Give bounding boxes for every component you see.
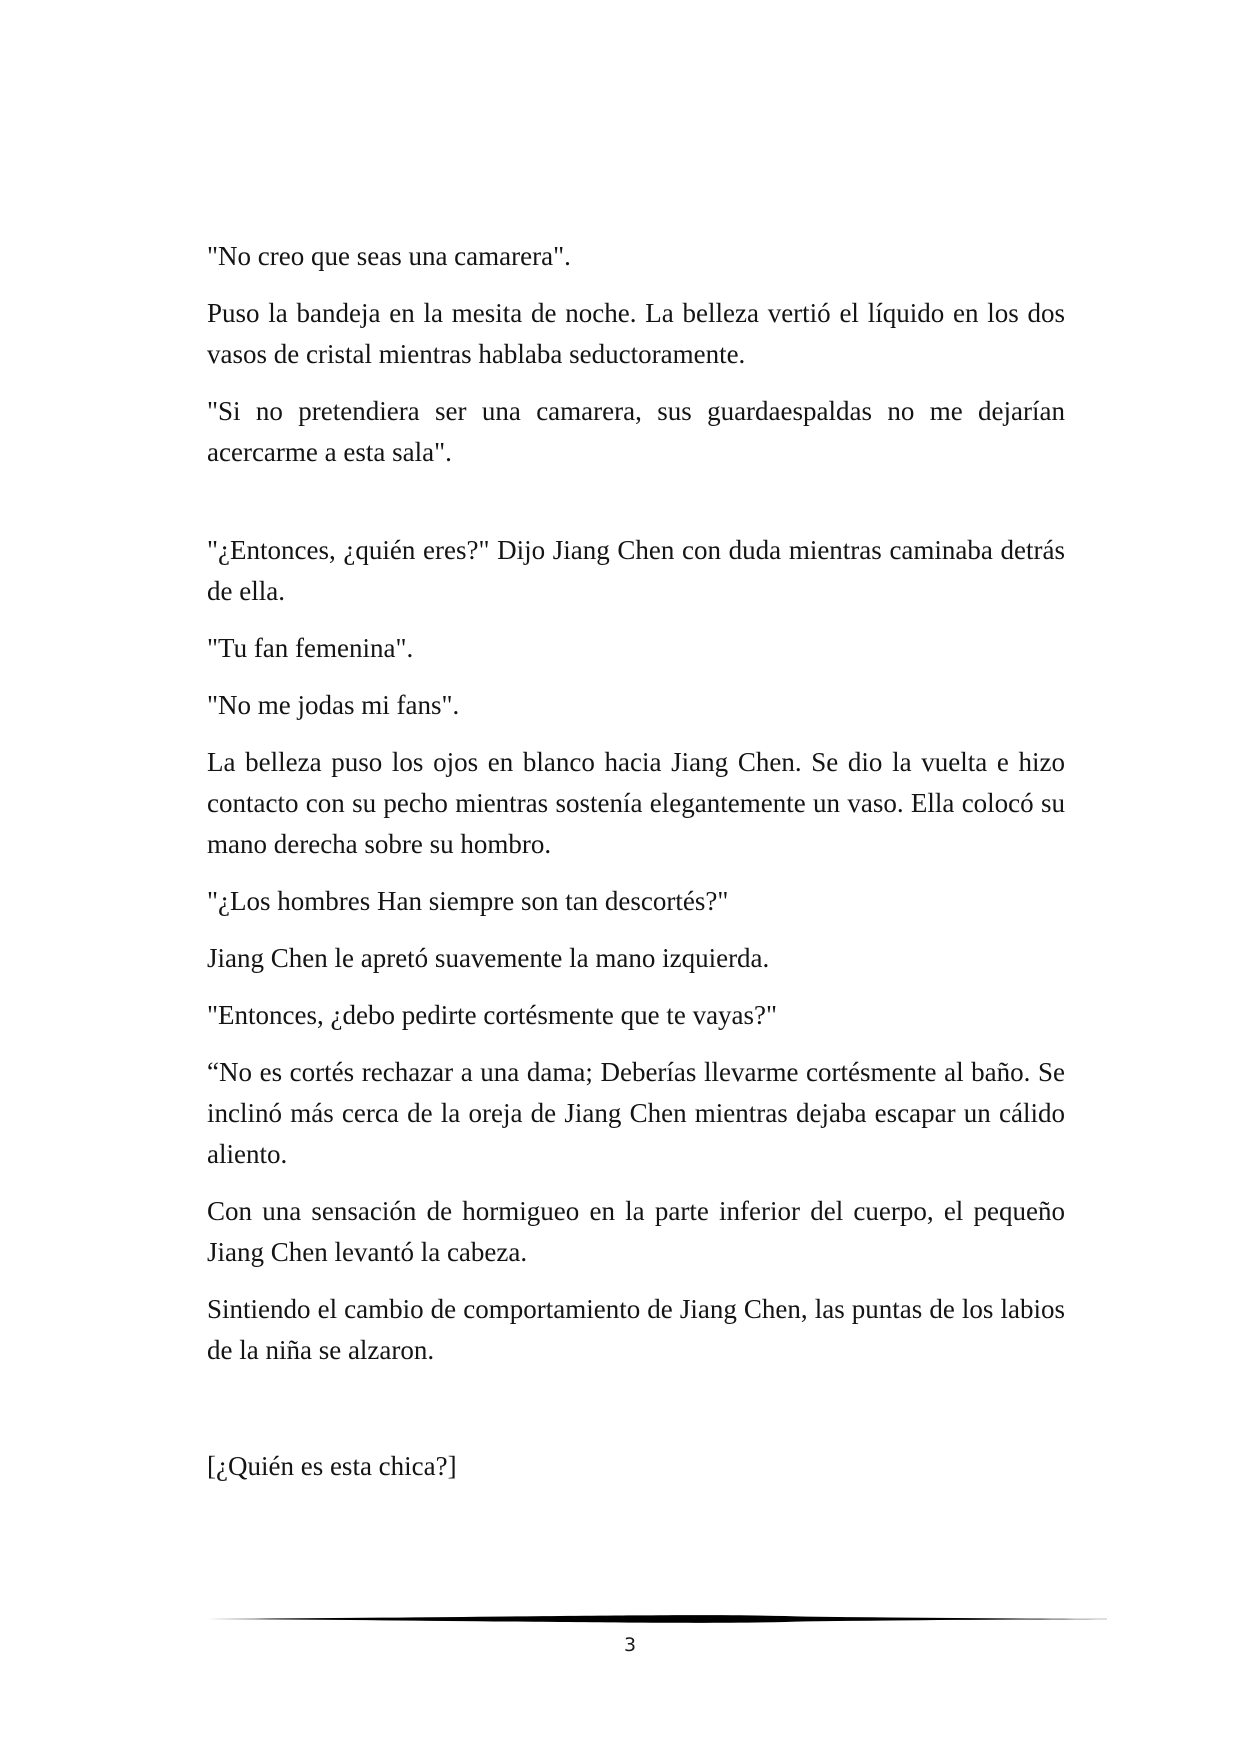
paragraph: "Tu fan femenina".: [207, 633, 414, 663]
paragraph: Con una sensación de hormigueo en la parte inferior del cuerpo, el pequeño Jiang Chen levantó la cabeza.: [207, 1196, 1065, 1267]
paragraph: "¿Los hombres Han siempre son tan descortés?": [207, 886, 729, 916]
paragraph: "Entonces, ¿debo pedirte cortésmente que te vayas?": [207, 1000, 778, 1030]
body-text: [207, 236, 1065, 1503]
paragraph: "No creo que seas una camarera".: [207, 241, 571, 271]
paragraph: "Si no pretendiera ser una camarera, sus guardaespaldas no me dejarían acercarme a esta sala".: [207, 396, 1065, 467]
paragraph: “No es cortés rechazar a una dama; Deberías llevarme cortésmente al baño. Se inclinó más cerca de la oreja de Jiang Chen mientras dejaba escapar un cálido aliento.: [207, 1057, 1065, 1169]
footer-divider: [207, 1612, 1107, 1626]
paragraph: Jiang Chen le apretó suavemente la mano izquierda.: [207, 943, 770, 973]
paragraph: "No me jodas mi fans".: [207, 690, 460, 720]
paragraph: [¿Quién es esta chica?]: [207, 1451, 457, 1481]
page-number: 3: [623, 1634, 637, 1656]
paragraph: Puso la bandeja en la mesita de noche. La belleza vertió el líquido en los dos vasos de cristal mientras hablaba seductoramente.: [207, 298, 1065, 369]
paragraph: Sintiendo el cambio de comportamiento de Jiang Chen, las puntas de los labios de la niña se alzaron.: [207, 1294, 1065, 1365]
paragraph: La belleza puso los ojos en blanco hacia Jiang Chen. Se dio la vuelta e hizo contacto con su pecho mientras sostenía elegantemente un vaso. Ella colocó su mano derecha sobre su hombro.: [207, 747, 1065, 859]
paragraph: "¿Entonces, ¿quién eres?" Dijo Jiang Chen con duda mientras caminaba detrás de ella.: [207, 535, 1065, 606]
